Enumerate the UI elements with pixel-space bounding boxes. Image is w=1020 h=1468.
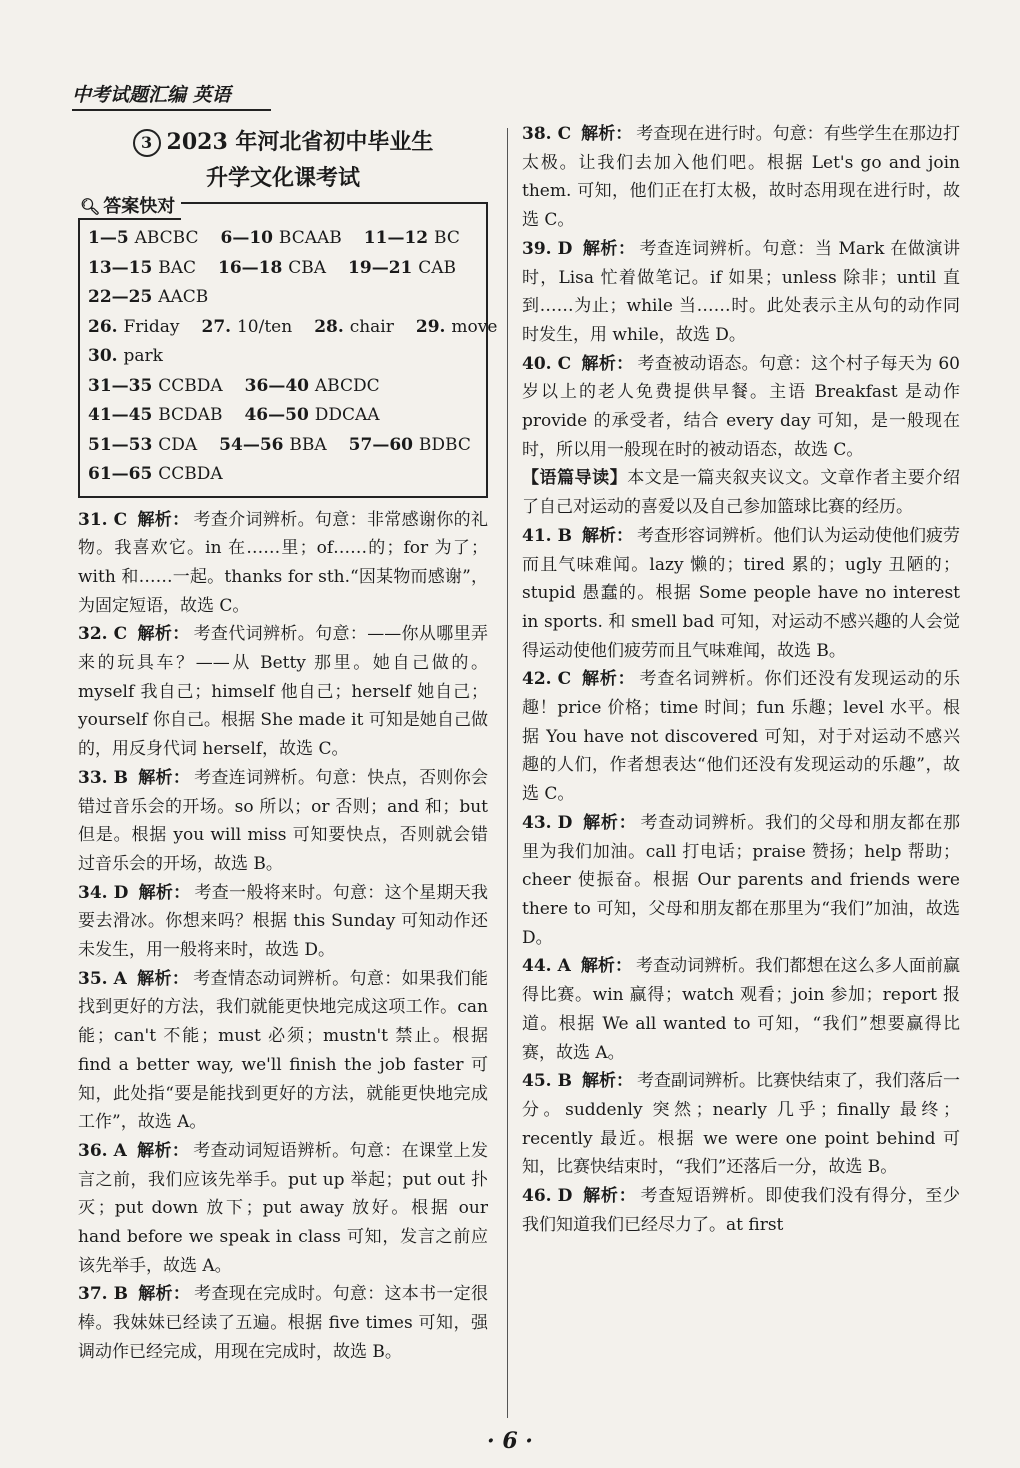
item-label: 解析：: [137, 767, 191, 788]
item-answer: D: [113, 882, 129, 903]
answer-entry: 61—65 CCBDA: [88, 464, 223, 484]
item-answer: C: [557, 669, 572, 690]
answer-entry: 19—21 CAB: [348, 257, 457, 278]
explanation-item: [522, 522, 960, 666]
title-line-2: 升学文化课考试: [205, 165, 360, 191]
item-label: 解析：: [582, 238, 636, 259]
item-text: 考查短语辨析。即使我们没有得分，至少我们知道我们已经尽力了。at first: [522, 1186, 961, 1235]
item-label: 解析：: [137, 624, 190, 645]
item-label: 解析：: [137, 1284, 191, 1305]
item-label: 解析：: [581, 669, 636, 690]
section-number: 3: [133, 129, 161, 157]
answer-row: [88, 342, 478, 372]
item-label: 解析：: [580, 956, 633, 977]
page-number: · 6 ·: [487, 1428, 533, 1454]
exam-title: [78, 124, 488, 196]
answer-entry: 54—56 BBA: [219, 434, 327, 455]
item-text: 考查一般将来时。句意：这个星期天我要去滑冰。你想来吗？根据 this Sunday 可知动作还未发生，用一般将来时，故选 D。: [78, 882, 489, 961]
explanation-item: [78, 1280, 488, 1366]
item-answer: C: [113, 509, 128, 530]
answer-entry: 29. move: [415, 316, 498, 337]
item-number: 33.: [78, 767, 108, 788]
item-text: 考查连词辨析。句意：当 Mark 在做演讲时，Lisa 忙着做笔记。if 如果；unless 除非；until 直到……为止；while 当……时。此处表示主从句的动作同时发生，用 while，故选 D。: [522, 238, 961, 345]
item-answer: B: [557, 525, 572, 546]
item-number: 35.: [78, 968, 108, 989]
right-explanations-2: [522, 522, 960, 1240]
passage-guide: 【语篇导读】本文是一篇夹叙夹议文。文章作者主要介绍了自己对运动的喜爱以及自己参加篮球比赛的经历。: [522, 468, 960, 518]
item-number: 43.: [522, 812, 552, 833]
item-number: 36.: [78, 1140, 108, 1161]
explanation-item: [522, 1182, 960, 1239]
answer-key-box: [78, 196, 498, 498]
column-divider: [507, 128, 508, 1418]
left-column: [78, 120, 498, 1367]
item-answer: C: [113, 624, 128, 645]
item-number: 37.: [78, 1284, 108, 1305]
item-label: 解析：: [581, 525, 633, 546]
item-answer: A: [557, 956, 571, 977]
item-answer: B: [557, 1071, 572, 1092]
item-text: 考查代词辨析。句意：——你从哪里弄来的玩具车？——从 Betty 那里。她自己做的。myself 我自己；himself 他自己；herself 她自己；yourself 你自己。根据 She made it 可知是她自己做的，用反身代词 herself，故选 C。: [78, 624, 489, 760]
item-answer: B: [113, 1284, 128, 1305]
answer-row: [88, 401, 478, 431]
explanation-item: [522, 952, 960, 1067]
answer-entry: 16—18 CBA: [218, 257, 327, 278]
answer-row: [88, 313, 498, 343]
answer-row: [88, 431, 478, 461]
item-label: 解析：: [138, 882, 191, 903]
explanation-item: [522, 809, 960, 953]
answer-key-label: 🔍︎ 答案快对: [78, 192, 181, 220]
answer-entry: 27. 10/ten: [201, 316, 293, 337]
answer-entry: 46—50 DDCAA: [244, 405, 380, 425]
item-answer: A: [113, 968, 127, 989]
item-text: 考查形容词辨析。他们认为运动使他们疲劳而且气味难闻。lazy 懒的；tired 累的；ugly 丑陋的；stupid 愚蠢的。根据 Some people have no interest in sports. 和 smell bad 可知，对运动不感兴趣的人会觉得运动使他们疲劳而且气味难闻，故选 B。: [522, 525, 961, 661]
explanation-item: [78, 506, 488, 621]
title-line-1: 2023 年河北省初中毕业生: [166, 129, 434, 155]
item-number: 45.: [522, 1071, 552, 1092]
explanation-item: [78, 879, 488, 965]
explanation-item: [522, 120, 960, 235]
answer-row: [88, 224, 478, 254]
right-explanations-1: [522, 120, 960, 464]
answer-entry: 11—12 BC: [363, 228, 460, 248]
item-text: 考查被动语态。句意：这个村子每天为 60 岁以上的老人免费提供早餐。主语 Breakfast 是动作 provide 的承受者，结合 every day 可知，是一般现在时，所以用一般现在时的被动语态，故选 C。: [522, 353, 960, 460]
right-column: [522, 120, 960, 1239]
item-label: 解析：: [581, 1071, 633, 1092]
answer-row: [88, 254, 478, 284]
item-answer: D: [557, 812, 573, 833]
item-answer: C: [557, 124, 572, 144]
answer-key-rows: [88, 224, 498, 490]
item-number: 39.: [522, 238, 552, 259]
item-text: 考查动词短语辨析。句意：在课堂上发言之前，我们应该先举手。put up 举起；put out 扑灭；put down 放下；put away 放好。根据 our hand before we speak in class 可知，发言之前应该先举手，故选 A。: [78, 1140, 489, 1276]
answer-entry: 13—15 BAC: [88, 257, 197, 278]
item-answer: D: [557, 1186, 573, 1207]
explanation-item: [522, 665, 960, 809]
answer-entry: 31—35 CCBDA: [88, 375, 223, 396]
item-text: 考查现在完成时。句意：这本书一定很棒。我妹妹已经读了五遍。根据 five times 可知，强调动作已经完成，用现在完成时，故选 B。: [78, 1284, 489, 1362]
item-number: 32.: [78, 624, 108, 645]
item-label: 解析：: [582, 812, 637, 833]
item-number: 34.: [78, 882, 108, 903]
explanation-item: [522, 1067, 960, 1182]
item-number: 42.: [522, 669, 552, 690]
item-label: 解析：: [136, 1140, 190, 1161]
item-text: 考查名词辨析。你们还没有发现运动的乐趣！price 价格；time 时间；fun 乐趣；level 水平。根据 You have not discovered 可知，对于对运动不感兴趣的人们，作者想表达“他们还没有发现运动的乐趣”，故选 C。: [522, 669, 961, 805]
answer-entry: 6—10 BCAAB: [220, 228, 342, 248]
answer-entry: 51—53 CDA: [88, 434, 198, 455]
item-text: 考查动词辨析。我们都想在这么多人面前赢得比赛。win 赢得；watch 观看；join 参加；report 报道。根据 We all wanted to 可知，“我们”想要赢得比赛，故选 A。: [522, 956, 961, 1063]
answer-row: [88, 372, 478, 402]
item-label: 解析：: [136, 968, 190, 989]
explanation-item: [78, 1137, 488, 1281]
item-text: 考查情态动词辨析。句意：如果我们能找到更好的方法，我们就能更快地完成这项工作。can 能；can't 不能；must 必须；mustn't 禁止。根据 find a better way, we'll finish the job faster 可知，此处指“要是能找到更好的方法，就能更快地完成工作”，故选 A。: [78, 968, 489, 1133]
answer-entry: 36—40 ABCDC: [244, 375, 380, 396]
item-answer: C: [557, 353, 572, 374]
answer-entry: 22—25 AACB: [88, 287, 209, 307]
explanation-item: [522, 350, 960, 465]
explanation-item: [78, 764, 488, 879]
item-number: 38.: [522, 124, 552, 144]
item-number: 46.: [522, 1186, 552, 1207]
answer-row: [88, 460, 478, 490]
explanation-item: [78, 620, 488, 764]
item-label: 解析：: [137, 509, 190, 530]
item-label: 解析：: [581, 353, 634, 374]
running-header: 中考试题汇编 英语: [72, 80, 271, 111]
answer-row: [88, 283, 478, 313]
answer-entry: 1—5 ABCBC: [88, 228, 199, 248]
item-text: 考查现在进行时。句意：有些学生在那边打太极。让我们去加入他们吧。根据 Let's go and join them. 可知，他们正在打太极，故时态用现在进行时，故选 C。: [522, 124, 961, 231]
explanation-item: [78, 965, 488, 1137]
answer-entry: 28. chair: [314, 316, 394, 337]
item-answer: B: [113, 767, 128, 788]
item-text: 考查介词辨析。句意：非常感谢你的礼物。我喜欢它。in 在……里；of……的；for 为了；with 和……一起。thanks for sth.“因某物而感谢”，为固定短语，故选 C。: [78, 509, 489, 616]
magnifier-icon: 🔍︎: [80, 197, 101, 216]
item-number: 41.: [522, 525, 552, 546]
left-explanations: [78, 506, 488, 1367]
item-text: 考查副词辨析。比赛快结束了，我们落后一分。suddenly 突然；nearly 几乎；finally 最终；recently 最近。根据 we were one point behind 可知，比赛快结束时，“我们”还落后一分，故选 B。: [522, 1071, 961, 1178]
item-answer: D: [557, 238, 573, 259]
item-number: 31.: [78, 509, 108, 530]
item-number: 40.: [522, 353, 552, 374]
explanation-item: [522, 235, 960, 350]
item-number: 44.: [522, 956, 552, 977]
item-label: 解析：: [582, 1186, 637, 1207]
answer-entry: 57—60 BDBC: [348, 434, 471, 455]
item-label: 解析：: [581, 124, 633, 144]
item-text: 考查动词辨析。我们的父母和朋友都在那里为我们加油。call 打电话；praise 赞扬；help 帮助；cheer 使振奋。根据 Our parents and friends were there to 可知，父母和朋友都在那里为“我们”加油，故选 D。: [522, 812, 961, 948]
answer-entry: 30. park: [88, 346, 163, 366]
answer-entry: 41—45 BCDAB: [88, 405, 223, 425]
item-answer: A: [113, 1140, 127, 1161]
answer-entry: 26. Friday: [88, 316, 180, 337]
item-text: 考查连词辨析。句意：快点，否则你会错过音乐会的开场。so 所以；or 否则；and 和；but 但是。根据 you will miss 可知要快点，否则就会错过音乐会的开场，故选 B。: [78, 767, 489, 874]
